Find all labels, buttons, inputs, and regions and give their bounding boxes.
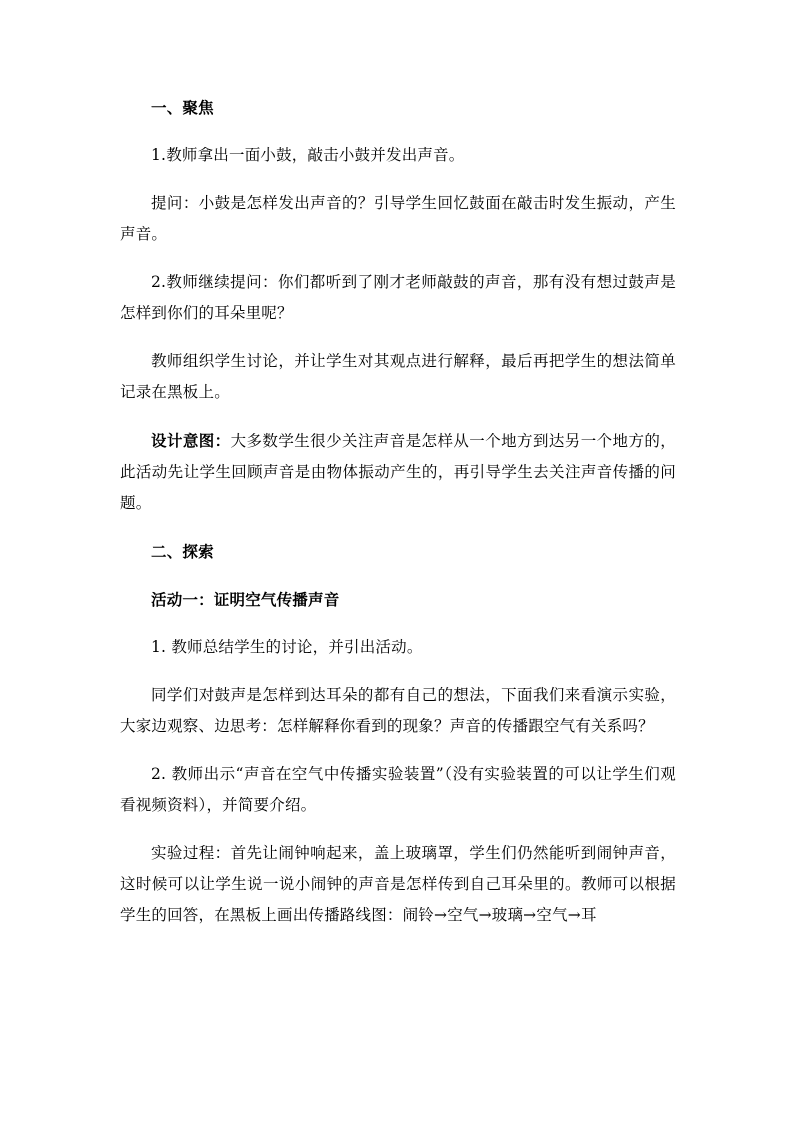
paragraph-design-intent — [120, 425, 676, 519]
document-body — [120, 92, 676, 931]
paragraph-discussion: 教师组织学生讨论，并让学生对其观点进行解释，最后再把学生的想法简单记录在黑板上。 — [120, 352, 676, 401]
paragraph-experiment-process: 实验过程：首先让闹钟响起来，盖上玻璃罩，学生们仍然能听到闹钟声音，这时候可以让学生说一说小闹钟的声音是怎样传到自己耳朵里的。教师可以根据学生的回答，在黑板上画出传播路线图：闹铃→空气→玻璃→空气→耳 — [120, 844, 676, 924]
design-intent-label: 设计意图： — [151, 431, 231, 450]
paragraph-question: 提问：小鼓是怎样发出声音的？引导学生回忆鼓面在敲击时发生振动，产生声音。 — [120, 194, 676, 243]
paragraph-step-1: 1.教师拿出一面小鼓，敲击小鼓并发出声音。 — [151, 146, 465, 164]
paragraph-activity-step-1: 1. 教师总结学生的讨论，并引出活动。 — [151, 638, 423, 656]
paragraph-demonstration: 同学们对鼓声是怎样到达耳朵的都有自己的想法，下面我们来看演示实验，大家边观察、边思考：怎样解释你看到的现象？声音的传播跟空气有关系吗？ — [120, 686, 676, 735]
heading-explore: 二、探索 — [151, 542, 214, 561]
paragraph-step-2: 2.教师继续提问：你们都听到了刚才老师敲鼓的声音，那有没有想过鼓声是怎样到你们的耳朵里呢？ — [120, 273, 676, 322]
activity-title: 活动一：证明空气传播声音 — [151, 590, 340, 609]
heading-focus: 一、聚焦 — [151, 98, 214, 117]
paragraph-activity-step-2: 2. 教师出示“声音在空气中传播实验装置”（没有实验装置的可以让学生们观看视频资料），并简要介绍。 — [120, 765, 676, 814]
design-intent-text: 大多数学生很少关注声音是怎样从一个地方到达另一个地方的，此活动先让学生回顾声音是由物体振动产生的，再引导学生去关注声音传播的问题。 — [120, 432, 676, 512]
